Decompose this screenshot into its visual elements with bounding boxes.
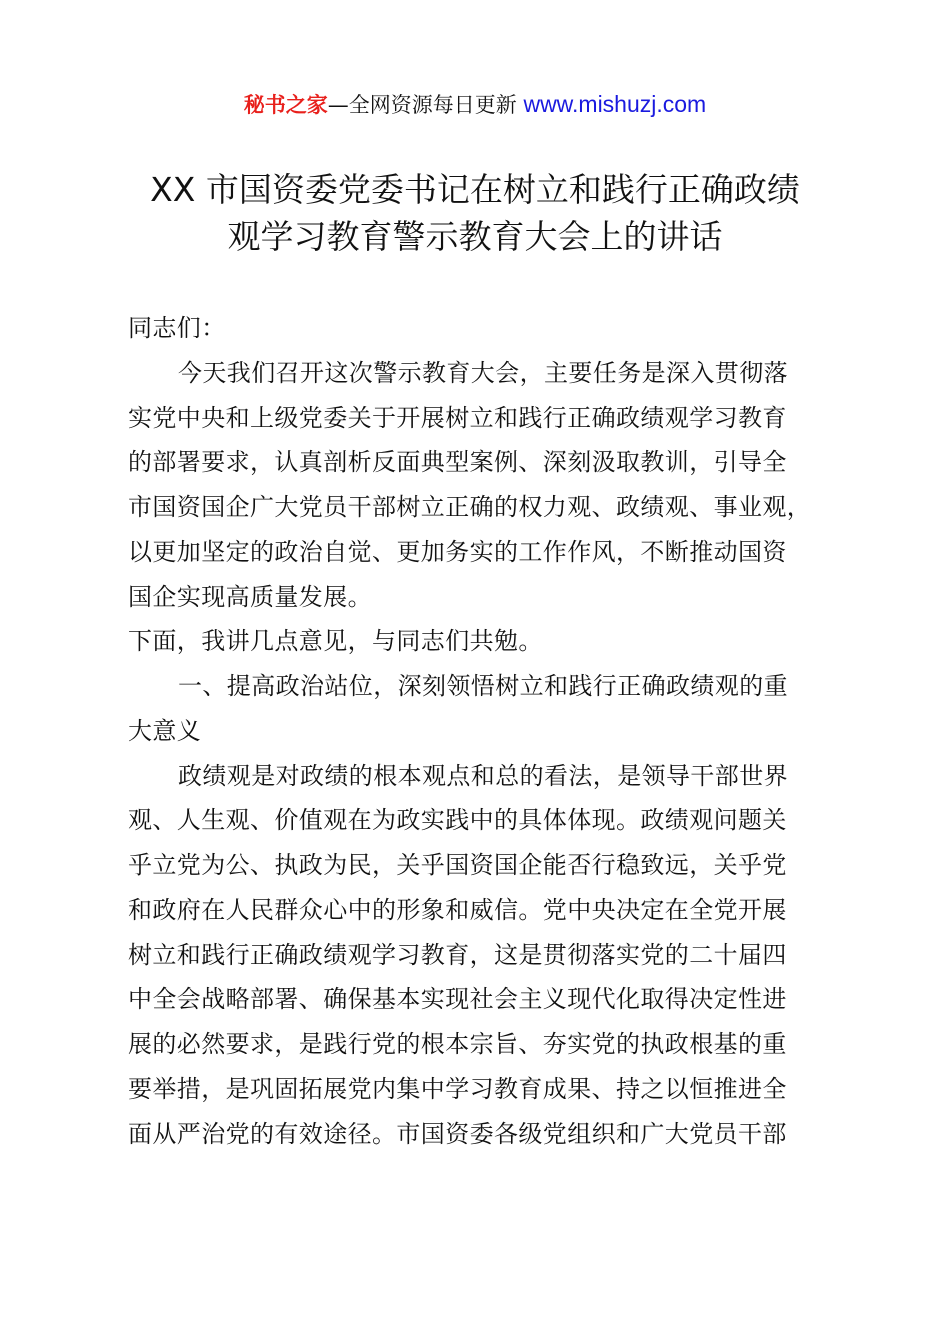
site-url-link[interactable]: www.mishuzj.com bbox=[523, 91, 707, 117]
section-heading: 大意义 bbox=[128, 716, 202, 745]
brand-name: 秘书之家 bbox=[243, 93, 328, 117]
paragraph-line: 以更加坚定的政治自觉、更加务实的工作作风，不断推动国资 bbox=[128, 537, 787, 566]
salutation: 同志们： bbox=[128, 314, 226, 342]
paragraph-line: 和政府在人民群众心中的形象和威信。党中央决定在全党开展 bbox=[128, 895, 787, 924]
paragraph-line: 展的必然要求，是践行党的根本宗旨、夯实党的执政根基的重 bbox=[128, 1030, 787, 1058]
paragraph-line: 国企实现高质量发展。 bbox=[128, 582, 372, 611]
title-line: XX 市国资委党委书记在树立和践行正确政绩 bbox=[150, 170, 800, 209]
paragraph-line: 的部署要求，认真剖析反面典型案例、深刻汲取教训，引导全 bbox=[128, 448, 787, 477]
section-heading: 一、提高政治站位，深刻领悟树立和践行正确政绩观的重 bbox=[178, 672, 788, 700]
banner-tagline: —全网资源每日更新 bbox=[327, 93, 524, 117]
paragraph-line: 中全会战略部署、确保基本实现社会主义现代化取得决定性进 bbox=[128, 985, 787, 1014]
document-body bbox=[128, 306, 868, 1156]
paragraph-line: 下面，我讲几点意见，与同志们共勉。 bbox=[128, 627, 543, 656]
paragraph-line: 观、人生观、价值观在为政实践中的具体体现。政绩观问题关 bbox=[128, 806, 787, 835]
paragraph-line: 树立和践行正确政绩观学习教育，这是贯彻落实党的二十届四 bbox=[128, 940, 787, 969]
site-banner bbox=[0, 88, 950, 121]
paragraph-line: 实党中央和上级党委关于开展树立和践行正确政绩观学习教育 bbox=[128, 403, 787, 432]
paragraph-line: 政绩观是对政绩的根本观点和总的看法，是领导干部世界 bbox=[178, 761, 788, 790]
paragraph-line: 今天我们召开这次警示教育大会，主要任务是深入贯彻落 bbox=[178, 358, 788, 387]
document-title bbox=[0, 166, 950, 260]
paragraph-line: 市国资国企广大党员干部树立正确的权力观、政绩观、事业观， bbox=[128, 493, 812, 521]
paragraph-line: 要举措，是巩固拓展党内集中学习教育成果、持之以恒推进全 bbox=[128, 1074, 787, 1103]
paragraph-line: 面从严治党的有效途径。市国资委各级党组织和广大党员干部 bbox=[128, 1119, 787, 1148]
paragraph-line: 乎立党为公、执政为民，关乎国资国企能否行稳致远，关乎党 bbox=[128, 851, 787, 879]
title-line: 观学习教育警示教育大会上的讲话 bbox=[227, 217, 723, 256]
